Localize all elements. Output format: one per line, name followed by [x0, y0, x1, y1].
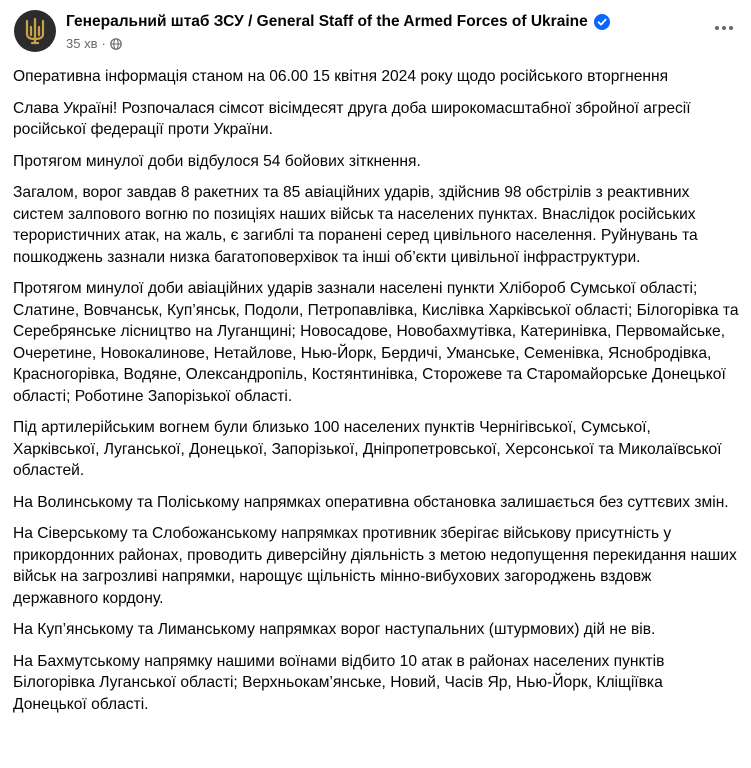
- post-paragraph: На Бахмутському напрямку нашими воїнами відбито 10 атак в районах населених пунктів Білогорівка Луганської області; Верхньокам’янське, Новий, Часів Яр, Нью-Йорк, Кліщіївка Донецької області.: [13, 652, 665, 713]
- post-paragraph: Слава Україні! Розпочалася сімсот вісімдесят друга доба широкомасштабної збройної агресії російської федерації проти України.: [13, 99, 691, 138]
- post-paragraph: Протягом минулої доби авіаційних ударів зазнали населені пункти Хлібороб Сумської області; Слатине, Вовчанськ, Куп’янськ, Подоли, Петропавлівка, Кислівка Харківської області; Білогорівка та Серебрянське лісництво на Луганщині; Новосадове, Новобахмутівка, Катеринівка, Первомайське, Очеретине, Новокалинове, Нетайлове, Нью-Йорк, Бердичі, Уманське, Семенівка, Яснобродівка, Красногорівка, Водяне, Олександропіль, Костянтинівка, Сторожеве та Старомайорське Донецької області; Роботине Запорізької області.: [13, 280, 739, 405]
- post-paragraph: Загалом, ворог завдав 8 ракетних та 85 авіаційних ударів, здійснив 98 обстрілів з реактивних систем залпового вогню по позиціях наших військ та населених пунктах. Внаслідок російських терористичних атак, на жаль, є загиблі та поранені серед цивільного населення. Руйнувань та пошкоджень зазнали низка багатоповерхівок та інші об’єкти цивільної інфраструктури.: [13, 184, 698, 266]
- author-name[interactable]: [66, 13, 610, 31]
- post-paragraph: На Куп’янському та Лиманському напрямках ворог наступальних (штурмових) дій не вів.: [13, 621, 656, 638]
- more-options-dot: [722, 26, 726, 30]
- trident-emblem-icon: [22, 17, 48, 45]
- post-paragraph: Оперативна інформація станом на 06.00 15 квітня 2024 року щодо російського вторгнення: [13, 68, 669, 85]
- post-body: [13, 66, 739, 725]
- verified-badge-icon: [594, 14, 610, 30]
- globe-icon[interactable]: [110, 38, 122, 50]
- more-options-button[interactable]: [711, 18, 737, 38]
- post-paragraph: Під артилерійським вогнем були близько 100 населених пунктів Чернігівської, Сумської, Харківської, Луганської, Донецької, Запорізької, Дніпропетровської, Херсонської та Миколаївської областей.: [13, 419, 722, 479]
- post-paragraph: Протягом минулої доби відбулося 54 бойових зіткнення.: [13, 152, 421, 170]
- meta-separator: ·: [101, 36, 106, 51]
- more-options-dot: [715, 26, 719, 30]
- author-name-text[interactable]: Генеральний штаб ЗСУ / General Staff of the Armed Forces of Ukraine: [66, 13, 588, 30]
- post-header: [12, 8, 739, 56]
- post-paragraph: На Сіверському та Слобожанському напрямках противник зберігає військову присутність у прикордонних районах, проводить диверсійну діяльність з метою недопущення перекидання наших військ на загрозливі напрямки, нарощує щільність мінно-вибухових загороджень вздовж державного кордону.: [13, 525, 737, 607]
- more-options-dot: [729, 26, 733, 30]
- post-paragraph: На Волинському та Поліському напрямках оперативна обстановка залишається без суттєвих змін.: [13, 493, 729, 511]
- post-meta: [66, 36, 122, 51]
- post-timestamp[interactable]: 35 хв: [66, 36, 98, 51]
- avatar[interactable]: [14, 10, 56, 52]
